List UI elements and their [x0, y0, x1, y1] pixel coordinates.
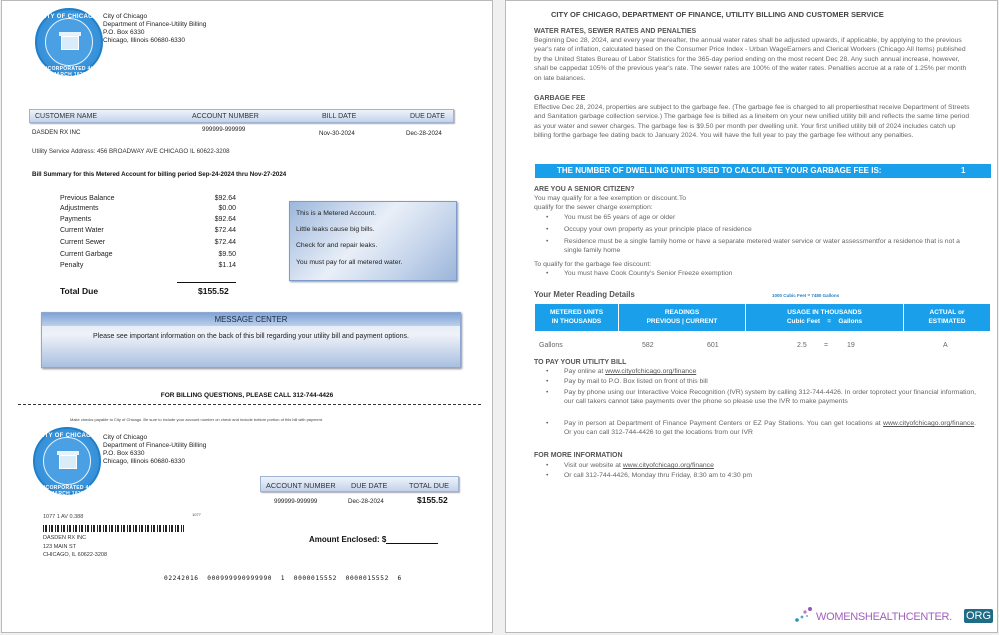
info-item [536, 461, 976, 470]
recipient-street: 123 MAIN ST [43, 543, 77, 550]
summary-row [60, 195, 236, 202]
water-rates-text: Beginning Dec 28, 2024, and every year thereafter, the annual water rates shall be adjusted upwards, if applicable, by applying to the previous year's rate of inflation, calculated based on the Consumer Price Index - Urban WageEarners and Clerical Workers (Chicago All Items) published by the United States Bureau of Labor Statistics for the 365-day period ending on the most recent Dec 28. Any such annual increase, however, shall be cappedat 105% of the previous year's rate. The sewer rates are 100% of the water rates. Penalties accrue at a rate of 1.25% per month on late balances. [534, 37, 967, 82]
bill-front-page [1, 0, 493, 633]
col-bill-date: BILL DATE [322, 113, 357, 120]
customer-name: DASDEN RX INC [32, 129, 81, 136]
garbage-discount-intro: To qualify for the garbage fee discount: [534, 261, 652, 268]
city-seal-logo [35, 8, 103, 76]
finance-link[interactable]: www.cityofchicago.org/finance [622, 462, 714, 469]
meter-col-usage [746, 304, 903, 331]
pay-item [536, 367, 976, 376]
notice-line: This is a Metered Account. [296, 210, 377, 217]
summary-value: $72.44 [214, 239, 236, 246]
sender-line-1: City of Chicago [103, 434, 148, 441]
bullet-icon: • [546, 368, 549, 375]
watermark-text: WOMENSHEALTHCENTER. [816, 611, 952, 623]
garbage-fee-heading: GARBAGE FEE [534, 95, 586, 102]
bill-back-page [505, 0, 998, 633]
senior-intro-1: You may qualify for a fee exemption or discount.To [534, 195, 687, 202]
summary-label: Adjustments [60, 205, 99, 212]
bullet-icon: • [546, 226, 549, 233]
senior-intro-2: qualify for the sewer charge exemption: [534, 204, 653, 211]
seal-top-text: CITY OF CHICAGO [39, 14, 99, 20]
summary-label: Current Garbage [60, 251, 113, 258]
amount-enclosed-field[interactable] [386, 543, 438, 544]
senior-item-text: You must have Cook County's Senior Freeze exemption [564, 270, 733, 277]
watermark-badge: ORG [966, 610, 992, 622]
stub-due-date: Dec-28-2024 [348, 498, 384, 505]
message-center-title: MESSAGE CENTER [42, 313, 460, 326]
bullet-icon: • [546, 378, 549, 385]
back-page-title: CITY OF CHICAGO, DEPARTMENT OF FINANCE, UTILITY BILLING AND CUSTOMER SERVICE [551, 10, 884, 19]
actual-or-estimated: A [943, 342, 948, 349]
usage-gallons: 19 [847, 342, 855, 349]
mail-code-small: 1077 [192, 512, 201, 517]
col-line: READINGS [664, 309, 700, 316]
summary-label: Current Sewer [60, 239, 106, 246]
col-line: ESTIMATED [928, 317, 966, 325]
recipient-city: CHICAGO, IL 60622-3208 [43, 552, 107, 558]
bullet-icon: • [546, 389, 549, 396]
summary-value: $92.64 [214, 195, 236, 202]
sender-line-4: Chicago, Illinois 60680-6330 [103, 458, 186, 465]
usage-cubic-feet: 2.5 [797, 342, 807, 349]
senior-item [536, 269, 976, 278]
garbage-fee-text: Effective Dec 28, 2024, properties are subject to the garbage fee. (The garbage fee is charged to all propertiesthat receive Department of Streets and Sanitation garbage collection service.) The garbage fee is billed as a lineitem on your new unified utility bill and reflects the same time period as your water and sewer charges. The garbage fee is $9.50 per month per dwelling unit. Your first unified utility bill of 2024 includes catch up billing forthe garbage fee dating back to January 2024. You will have the full year to pay the garbage fee without any penalties. [534, 104, 970, 140]
col-line: Cubic Feet = Gallons [786, 317, 863, 325]
summary-row [60, 239, 236, 246]
senior-item-text: Residence must be a single family home or have a separate metered water service or water assessmentfor a residence that is not a single family home [564, 238, 960, 255]
pay-item-text: . Or you can call 312-744-4426 to get the locations from our IVR [564, 420, 976, 437]
sender-line-3: P.O. Box 6330 [103, 29, 145, 36]
finance-link[interactable]: www.cityofchicago.org/finance [605, 368, 697, 375]
info-item-text: Or call 312-744-4426, Monday thru Friday, 8:30 am to 4:30 pm [564, 472, 753, 479]
summary-value: $1.14 [218, 262, 236, 269]
meter-units: Gallons [539, 342, 563, 349]
meter-previous-reading: 582 [642, 342, 654, 349]
meter-heading: Your Meter Reading Details [534, 290, 635, 299]
col-line: IN THOUSANDS [551, 317, 602, 325]
bill-summary-title: Bill Summary for this Metered Account for billing period Sep-24-2024 thru Nov-27-2024 [32, 171, 287, 178]
sender-line-2: Department of Finance-Utility Billing [103, 442, 207, 449]
bullet-icon: • [546, 270, 549, 277]
senior-item [536, 213, 976, 222]
meter-conversion-note: 1000 Cubic Feet = 7480 Gallons [772, 293, 840, 298]
checks-payable-note: Make checks payable to City of Chicago. Be sure to include your account number on check and include bottom portion of this bill with payment. [70, 417, 324, 422]
summary-label: Previous Balance [60, 195, 115, 202]
stub-sender-address [103, 434, 206, 466]
tear-line [18, 404, 481, 405]
bullet-icon: • [546, 420, 549, 427]
senior-item-text: Occupy your own property as your principle place of residence [564, 226, 752, 233]
ocr-scanline: 02242016 000999990999990 1 0000015552 0000015552 6 [164, 575, 402, 582]
summary-value: $9.50 [218, 251, 236, 258]
col-due-date: DUE DATE [410, 113, 445, 120]
more-info-heading: FOR MORE INFORMATION [534, 452, 623, 459]
bullet-icon: • [546, 214, 549, 221]
water-rates-heading: WATER RATES, SEWER RATES AND PENALTIES [534, 28, 697, 35]
notice-line: You must pay for all metered water. [296, 259, 403, 266]
dots-icon [794, 606, 816, 624]
col-account-number: ACCOUNT NUMBER [192, 113, 259, 120]
bullet-icon: • [546, 472, 549, 479]
sender-line-4: Chicago, Illinois 60680-6330 [103, 37, 186, 44]
summary-value: $72.44 [214, 227, 236, 234]
message-center-text: Please see important information on the back of this bill regarding your utility bill and payment options. [93, 333, 409, 340]
stub-col-account-number: ACCOUNT NUMBER [266, 481, 336, 490]
summary-value: $92.64 [214, 216, 236, 223]
summary-row [60, 227, 236, 234]
city-seal-logo-stub [33, 427, 101, 495]
bill-date: Nov-30-2024 [319, 130, 355, 137]
account-header-bar [29, 109, 454, 123]
info-item [536, 471, 976, 480]
pay-item [536, 388, 976, 407]
sender-address [103, 13, 206, 45]
amount-enclosed-label: Amount Enclosed: $ [309, 535, 387, 544]
amount-enclosed [309, 535, 438, 544]
senior-item [536, 237, 976, 256]
seal-top-text: CITY OF CHICAGO [37, 433, 97, 439]
col-line: METERED UNITS [549, 309, 604, 316]
summary-row [60, 251, 236, 258]
col-line: USAGE IN THOUSANDS [787, 309, 862, 316]
message-center [41, 312, 461, 368]
senior-item [536, 225, 976, 234]
finance-link[interactable]: www.cityofchicago.org/finance [883, 420, 975, 427]
senior-heading: ARE YOU A SENIOR CITIZEN? [534, 186, 635, 193]
dwelling-units-value: 1 [961, 166, 966, 175]
summary-row [60, 216, 236, 223]
metered-account-notice [289, 201, 457, 281]
col-line: PREVIOUS | CURRENT [646, 317, 718, 325]
summary-label: Payments [60, 216, 92, 223]
usage-equals: = [824, 342, 829, 349]
stub-col-due-date: DUE DATE [351, 481, 388, 490]
pay-bill-heading: TO PAY YOUR UTILITY BILL [534, 359, 627, 366]
notice-line: Check for and repair leaks. [296, 242, 378, 249]
info-item-text: Visit our website at [564, 462, 623, 469]
due-date: Dec-28-2024 [406, 130, 442, 137]
notice-line: Little leaks cause big bills. [296, 226, 375, 233]
service-address: Utility Service Address: 456 BROADWAY AVE CHICAGO IL 60622-3208 [32, 148, 230, 155]
meter-col-readings [619, 304, 745, 331]
summary-value: $0.00 [218, 205, 236, 212]
meter-current-reading: 601 [707, 342, 719, 349]
pay-item [536, 377, 976, 386]
col-customer-name: CUSTOMER NAME [35, 113, 98, 120]
sender-line-3: P.O. Box 6330 [103, 450, 145, 457]
total-due-value: $155.52 [198, 286, 229, 296]
bullet-icon: • [546, 462, 549, 469]
col-line: ACTUAL or [929, 309, 965, 316]
summary-label: Penalty [60, 262, 84, 269]
senior-item-text: You must be 65 years of age or older [564, 214, 676, 221]
dwelling-units-bar [535, 164, 991, 178]
seal-bottom-text: INCORPORATED 4th MARCH 1837 [40, 485, 94, 497]
meter-col-units [535, 304, 618, 331]
dwelling-units-label: THE NUMBER OF DWELLING UNITS USED TO CALCULATE YOUR GARBAGE FEE IS: [557, 166, 882, 175]
seal-bottom-text: INCORPORATED 4th MARCH 1837 [42, 66, 96, 78]
recipient-name: DASDEN RX INC [43, 535, 87, 541]
stub-total-due: $155.52 [417, 495, 448, 505]
pay-item [536, 419, 976, 438]
summary-row [60, 262, 236, 269]
pay-item-text: Pay by phone using our Interactive Voice Recognition (IVR) system by calling 312-744-4426. In order toprotect your financial information, our call takers cannot take payments over the phone so please use the IVR to make payments [564, 389, 976, 406]
pay-item-text: Pay by mail to P.O. Box listed on front of this bill [564, 378, 708, 385]
postal-barcode [43, 525, 184, 532]
account-number: 999999-999999 [202, 126, 246, 133]
mail-code: 1077 1 AV 0.388 [43, 514, 84, 520]
bullet-icon: • [546, 238, 549, 245]
recipient-address [43, 534, 107, 560]
sender-line-1: City of Chicago [103, 13, 148, 20]
billing-questions-phone: FOR BILLING QUESTIONS, PLEASE CALL 312-744-4426 [160, 392, 334, 399]
summary-label: Current Water [60, 227, 104, 234]
sender-line-2: Department of Finance-Utility Billing [103, 21, 207, 28]
summary-row [60, 205, 236, 212]
stub-account-number: 999999-999999 [274, 498, 318, 505]
total-divider [177, 282, 236, 283]
pay-item-text: Pay in person at Department of Finance Payment Centers or EZ Pay Stations. You can get locations at [564, 420, 884, 427]
stub-header-bar [260, 476, 459, 492]
meter-col-actual [904, 304, 990, 331]
total-due-label: Total Due [60, 286, 99, 296]
pay-item-text: Pay online at [564, 368, 606, 375]
stub-col-total-due: TOTAL DUE [409, 481, 450, 490]
